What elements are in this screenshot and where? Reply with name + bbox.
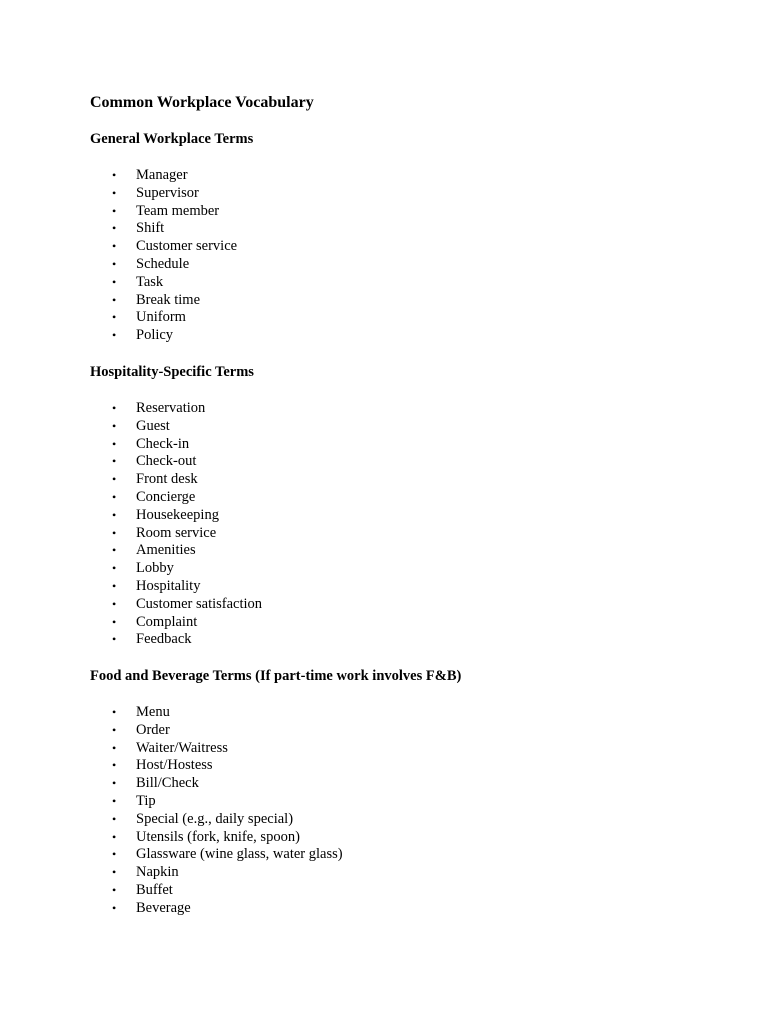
section-heading-general: General Workplace Terms [90, 131, 254, 147]
list-item [0, 722, 768, 740]
bullet-icon: • [112, 401, 117, 415]
list-item [0, 309, 768, 327]
list-item [0, 631, 768, 649]
term-text: Menu [136, 704, 170, 720]
bullet-icon: • [112, 829, 117, 844]
list-item [0, 740, 768, 758]
bullet-icon: • [112, 328, 117, 343]
list-item [0, 542, 768, 560]
bullet-icon: • [112, 793, 117, 808]
term-text: Tip [136, 792, 156, 809]
document-title: Common Workplace Vocabulary [90, 94, 314, 111]
term-text: Hospitality [136, 577, 201, 594]
list-item [0, 167, 768, 185]
term-text: Napkin [136, 864, 179, 881]
bullet-icon: • [112, 543, 117, 558]
bullet-icon: • [112, 847, 117, 862]
list-item [0, 775, 768, 793]
list-item [0, 292, 768, 310]
list-item [0, 471, 768, 489]
term-text: Schedule [136, 255, 190, 272]
list-item [0, 596, 768, 614]
list-item [0, 203, 768, 221]
list-item [0, 238, 768, 256]
term-text: Glassware (wine glass, water glass) [136, 846, 343, 863]
list-item [0, 185, 768, 203]
list-item [0, 578, 768, 596]
term-text: Guest [136, 417, 170, 434]
term-text: Host/Hostess [136, 757, 213, 774]
bullet-icon: • [112, 221, 117, 236]
list-item [0, 900, 768, 918]
bullet-icon: • [112, 168, 117, 182]
term-list-food-beverage [0, 704, 768, 918]
list-item [0, 757, 768, 775]
list-item [0, 489, 768, 507]
term-text: Order [136, 721, 170, 738]
bullet-icon: • [112, 292, 117, 307]
list-item [0, 400, 768, 418]
term-text: Concierge [136, 488, 196, 505]
bullet-icon: • [112, 722, 117, 737]
term-list-general [0, 167, 768, 345]
term-text: Break time [136, 291, 201, 308]
bullet-icon: • [112, 900, 117, 915]
bullet-icon: • [112, 614, 117, 629]
list-item [0, 560, 768, 578]
bullet-icon: • [112, 632, 117, 647]
bullet-icon: • [112, 489, 117, 504]
bullet-icon: • [112, 811, 117, 826]
term-text: Check-in [136, 435, 190, 452]
term-text: Feedback [136, 631, 192, 648]
bullet-icon: • [112, 454, 117, 469]
section-heading-food-beverage: Food and Beverage Terms (If part-time work involves F&B) [90, 668, 462, 684]
term-text: Manager [136, 167, 188, 183]
list-item [0, 453, 768, 471]
term-text: Complaint [136, 613, 198, 630]
term-text: Customer service [136, 238, 238, 255]
term-text: Buffet [136, 881, 173, 898]
list-item [0, 829, 768, 847]
bullet-icon: • [112, 882, 117, 897]
term-text: Front desk [136, 471, 198, 488]
bullet-icon: • [112, 256, 117, 271]
term-text: Bill/Check [136, 775, 199, 792]
list-item [0, 846, 768, 864]
list-item [0, 811, 768, 829]
bullet-icon: • [112, 758, 117, 773]
term-text: Supervisor [136, 184, 199, 201]
list-item [0, 220, 768, 238]
term-text: Waiter/Waitress [136, 739, 228, 756]
bullet-icon: • [112, 418, 117, 433]
list-item [0, 793, 768, 811]
list-item [0, 327, 768, 345]
bullet-icon: • [112, 561, 117, 576]
term-text: Shift [136, 220, 165, 237]
term-text: Team member [136, 202, 220, 219]
term-text: Reservation [136, 400, 206, 416]
list-item [0, 256, 768, 274]
term-text: Housekeeping [136, 506, 219, 523]
term-text: Lobby [136, 560, 174, 577]
list-item [0, 704, 768, 722]
bullet-icon: • [112, 525, 117, 540]
list-item [0, 274, 768, 292]
term-text: Policy [136, 327, 174, 344]
bullet-icon: • [112, 776, 117, 791]
bullet-icon: • [112, 507, 117, 522]
bullet-icon: • [112, 185, 117, 200]
bullet-icon: • [112, 310, 117, 325]
list-item [0, 418, 768, 436]
list-item [0, 507, 768, 525]
bullet-icon: • [112, 578, 117, 593]
term-text: Customer satisfaction [136, 595, 263, 612]
term-text: Task [136, 273, 164, 290]
term-text: Utensils (fork, knife, spoon) [136, 828, 300, 845]
bullet-icon: • [112, 436, 117, 451]
term-text: Check-out [136, 453, 197, 470]
list-item [0, 882, 768, 900]
term-text: Amenities [136, 542, 196, 559]
bullet-icon: • [112, 865, 117, 880]
bullet-icon: • [112, 274, 117, 289]
bullet-icon: • [112, 203, 117, 218]
term-text: Beverage [136, 899, 191, 916]
list-item [0, 864, 768, 882]
term-text: Special (e.g., daily special) [136, 810, 294, 827]
list-item [0, 525, 768, 543]
list-item [0, 436, 768, 454]
term-text: Uniform [136, 309, 186, 326]
term-text: Room service [136, 524, 217, 541]
bullet-icon: • [112, 472, 117, 487]
bullet-icon: • [112, 596, 117, 611]
bullet-icon: • [112, 740, 117, 755]
list-item [0, 614, 768, 632]
section-heading-hospitality: Hospitality-Specific Terms [90, 364, 254, 380]
bullet-icon: • [112, 705, 117, 719]
term-list-hospitality [0, 400, 768, 649]
bullet-icon: • [112, 239, 117, 254]
